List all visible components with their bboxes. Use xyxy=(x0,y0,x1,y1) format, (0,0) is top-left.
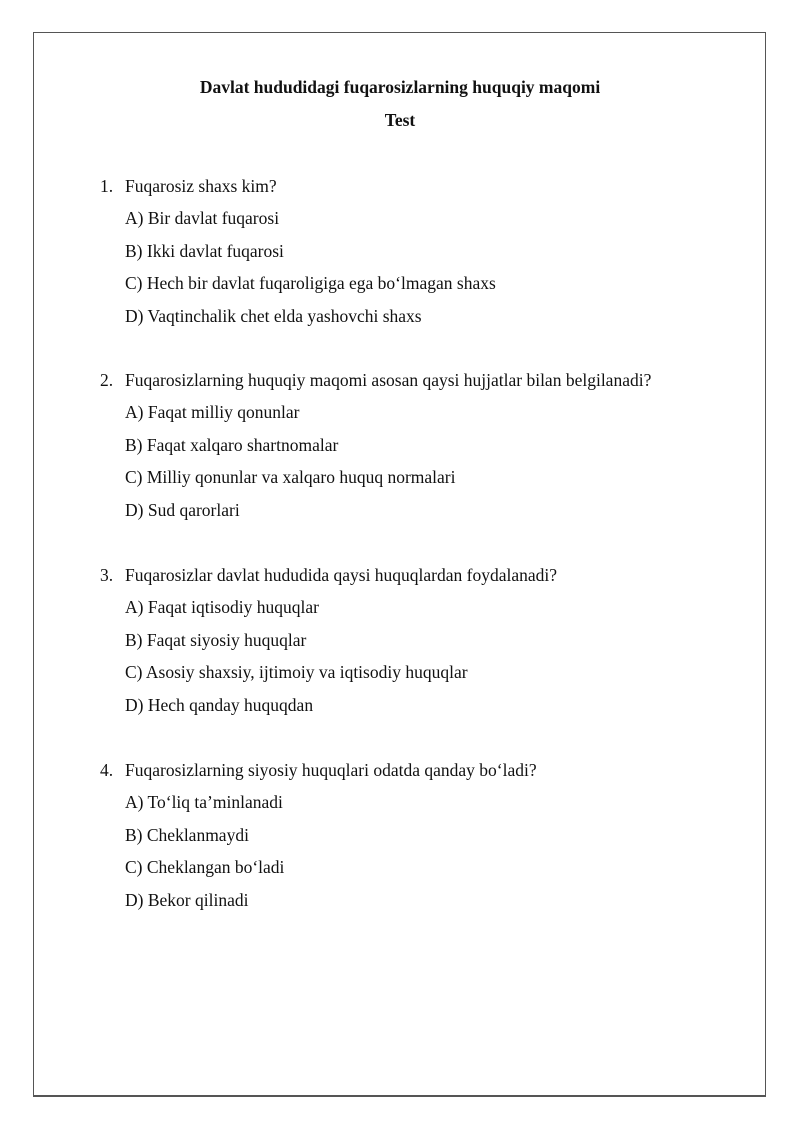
option-c: C) Asosiy shaxsiy, ijtimoiy va iqtisodiy huquqlar xyxy=(125,662,468,682)
question-text: Fuqarosizlarning siyosiy huquqlari odatda qanday bo‘ladi? xyxy=(125,760,537,780)
option-c: C) Hech bir davlat fuqaroligiga ega bo‘lmagan shaxs xyxy=(125,273,496,293)
option-a: A) Bir davlat fuqarosi xyxy=(125,208,280,228)
question-number: 3. xyxy=(100,565,114,585)
option-b: B) Cheklanmaydi xyxy=(125,825,249,845)
option-c: C) Cheklangan bo‘ladi xyxy=(125,857,285,877)
option-b: B) Faqat siyosiy huquqlar xyxy=(125,630,307,650)
option-b: B) Faqat xalqaro shartnomalar xyxy=(125,435,339,455)
option-a: A) Faqat iqtisodiy huquqlar xyxy=(125,597,319,617)
document-title: Davlat hududidagi fuqarosizlarning huquqiy maqomi xyxy=(199,77,601,97)
question-number: 1. xyxy=(100,176,114,196)
option-d: D) Bekor qilinadi xyxy=(125,890,249,910)
option-a: A) To‘liq ta’minlanadi xyxy=(125,792,283,812)
question-text: Fuqarosizlar davlat hududida qaysi huquqlardan foydalanadi? xyxy=(125,565,558,585)
option-a: A) Faqat milliy qonunlar xyxy=(125,402,300,422)
question-number: 2. xyxy=(100,370,114,390)
question-number: 4. xyxy=(100,760,114,780)
question-text: Fuqarosizlarning huquqiy maqomi asosan qaysi hujjatlar bilan belgilanadi? xyxy=(125,370,652,390)
option-d: D) Hech qanday huquqdan xyxy=(125,695,314,715)
option-d: D) Vaqtinchalik chet elda yashovchi shaxs xyxy=(125,306,422,326)
document-subtitle: Test xyxy=(384,110,416,130)
option-b: B) Ikki davlat fuqarosi xyxy=(125,241,284,261)
option-d: D) Sud qarorlari xyxy=(125,500,240,520)
option-c: C) Milliy qonunlar va xalqaro huquq normalari xyxy=(125,467,456,487)
question-text: Fuqarosiz shaxs kim? xyxy=(125,176,277,196)
